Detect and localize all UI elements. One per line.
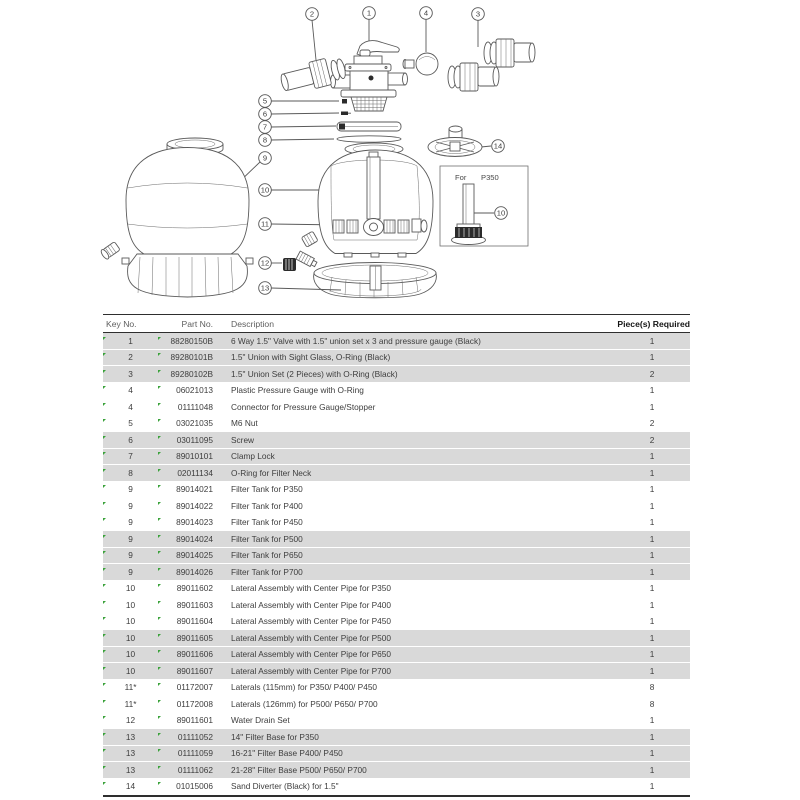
excel-flag-icon: [158, 683, 161, 686]
cell-pieces-required: 1: [649, 401, 655, 412]
excel-flag-icon: [103, 353, 106, 356]
excel-flag-icon: [103, 733, 106, 736]
cell-key-no: 8: [103, 468, 158, 478]
excel-flag-icon: [158, 601, 161, 604]
table-row: [103, 713, 690, 730]
cell-pieces-required: 1: [649, 500, 655, 511]
excel-flag-icon: [103, 766, 106, 769]
excel-flag-icon: [158, 634, 161, 637]
table-row: [103, 465, 690, 482]
cell-key-no: 9: [103, 550, 158, 560]
callout-7: [259, 121, 272, 134]
table-row: [103, 564, 690, 581]
excel-flag-icon: [103, 683, 106, 686]
svg-text:6: 6: [262, 109, 268, 119]
excel-flag-icon: [158, 469, 161, 472]
cell-part-no: 89014024: [158, 534, 224, 544]
cell-pieces-required: 1: [649, 748, 655, 759]
excel-flag-icon: [103, 419, 106, 422]
excel-flag-icon: [158, 535, 161, 538]
pressure-gauge: [403, 53, 438, 75]
cell-pieces-required: 1: [649, 731, 655, 742]
cell-pieces-required: 1: [649, 599, 655, 610]
table-row: [103, 779, 690, 796]
cell-part-no: 03011095: [158, 435, 224, 445]
excel-flag-icon: [158, 749, 161, 752]
cell-part-no: 89011607: [158, 666, 224, 676]
cell-part-no: 01172007: [158, 682, 224, 692]
callout-8: [259, 134, 272, 147]
cell-key-no: 13: [103, 748, 158, 758]
table-row: [103, 515, 690, 532]
cell-key-no: 14: [103, 781, 158, 791]
table-row: [103, 383, 690, 400]
callout-3: [472, 8, 485, 21]
svg-text:2: 2: [309, 9, 315, 19]
sand-diverter: [428, 126, 482, 157]
excel-flag-icon: [158, 518, 161, 521]
excel-flag-icon: [158, 650, 161, 653]
cell-description: 6 Way 1.5" Valve with 1.5" union set x 3 and pressure gauge (Black): [231, 335, 481, 346]
cell-description: Filter Tank for P650: [231, 550, 303, 561]
cell-key-no: 9: [103, 534, 158, 544]
excel-flag-icon: [103, 634, 106, 637]
svg-text:13: 13: [260, 283, 270, 293]
excel-flag-icon: [158, 667, 161, 670]
excel-flag-icon: [158, 568, 161, 571]
excel-flag-icon: [103, 667, 106, 670]
excel-flag-icon: [103, 568, 106, 571]
table-row: [103, 432, 690, 449]
table-row: [103, 746, 690, 763]
cell-pieces-required: 1: [649, 385, 655, 396]
excel-flag-icon: [103, 485, 106, 488]
svg-text:8: 8: [262, 135, 268, 145]
table-row: [103, 614, 690, 631]
cell-key-no: 7: [103, 451, 158, 461]
cell-pieces-required: 1: [649, 764, 655, 775]
cell-part-no: 89011602: [158, 583, 224, 593]
excel-flag-icon: [158, 502, 161, 505]
cell-pieces-required: 1: [649, 335, 655, 346]
table-row: [103, 548, 690, 565]
header-description: Description: [231, 318, 274, 329]
excel-flag-icon: [103, 601, 106, 604]
cell-pieces-required: 2: [649, 418, 655, 429]
cell-pieces-required: 1: [649, 550, 655, 561]
cell-part-no: 89011604: [158, 616, 224, 626]
table-row: [103, 366, 690, 383]
svg-text:12: 12: [260, 258, 270, 268]
cell-key-no: 9: [103, 517, 158, 527]
screw: [341, 112, 351, 116]
excel-flag-icon: [103, 452, 106, 455]
excel-flag-icon: [103, 617, 106, 620]
excel-flag-icon: [158, 584, 161, 587]
cell-key-no: 9: [103, 501, 158, 511]
cell-pieces-required: 8: [649, 682, 655, 693]
excel-flag-icon: [158, 700, 161, 703]
filter-base: [314, 263, 437, 298]
cell-pieces-required: 1: [649, 583, 655, 594]
cell-pieces-required: 1: [649, 665, 655, 676]
svg-text:9: 9: [262, 153, 268, 163]
cell-description: Filter Tank for P400: [231, 500, 303, 511]
excel-flag-icon: [158, 353, 161, 356]
callout-10: [259, 184, 272, 197]
excel-flag-icon: [158, 716, 161, 719]
callout-9: [259, 152, 272, 165]
cell-description: Screw: [231, 434, 255, 445]
svg-text:10: 10: [496, 208, 506, 218]
cell-key-no: 11*: [103, 699, 158, 709]
filter-tank-full-view: [100, 138, 253, 297]
cell-description: Sand Diverter (Black) for 1.5": [231, 781, 339, 792]
header-key-no: Key No.: [106, 318, 137, 329]
header-part-no: Part No.: [181, 318, 213, 329]
table-row: [103, 482, 690, 499]
excel-flag-icon: [158, 551, 161, 554]
cell-pieces-required: 1: [649, 566, 655, 577]
cell-pieces-required: 1: [649, 484, 655, 495]
cell-key-no: 9: [103, 484, 158, 494]
union-sight-glass: [279, 54, 348, 96]
cell-description: 14" Filter Base for P350: [231, 731, 319, 742]
table-row: [103, 680, 690, 697]
cell-key-no: 10: [103, 649, 158, 659]
cell-key-no: 4: [103, 385, 158, 395]
cell-description: Laterals (115mm) for P350/ P400/ P450: [231, 682, 378, 693]
table-row: [103, 333, 690, 350]
table-body: [103, 333, 690, 795]
excel-flag-icon: [103, 551, 106, 554]
cell-pieces-required: 1: [649, 533, 655, 544]
excel-flag-icon: [103, 700, 106, 703]
cell-pieces-required: 1: [649, 632, 655, 643]
table-row: [103, 729, 690, 746]
for-box-prefix-label: For: [455, 173, 467, 182]
cell-part-no: 89011603: [158, 600, 224, 610]
cell-description: Filter Tank for P500: [231, 533, 303, 544]
cell-description: Lateral Assembly with Center Pipe for P450: [231, 616, 392, 627]
excel-flag-icon: [158, 419, 161, 422]
table-row: [103, 449, 690, 466]
header-pieces-required: Piece(s) Required: [617, 318, 690, 329]
filter-tank-cutaway: [301, 143, 433, 257]
cell-key-no: 3: [103, 369, 158, 379]
excel-flag-icon: [103, 386, 106, 389]
svg-text:11: 11: [261, 219, 269, 229]
table-row: [103, 416, 690, 433]
excel-flag-icon: [158, 617, 161, 620]
svg-text:3: 3: [475, 9, 481, 19]
cell-description: Filter Tank for P450: [231, 517, 303, 528]
table-row: [103, 350, 690, 367]
cell-key-no: 6: [103, 435, 158, 445]
excel-flag-icon: [103, 518, 106, 521]
excel-flag-icon: [158, 337, 161, 340]
cell-part-no: 89010101: [158, 451, 224, 461]
cell-pieces-required: 8: [649, 698, 655, 709]
cell-key-no: 10: [103, 600, 158, 610]
excel-flag-icon: [103, 535, 106, 538]
table-row: [103, 531, 690, 548]
cell-pieces-required: 1: [649, 649, 655, 660]
excel-flag-icon: [158, 370, 161, 373]
cell-part-no: 89014025: [158, 550, 224, 560]
excel-flag-icon: [158, 386, 161, 389]
cell-part-no: 89011601: [158, 715, 224, 725]
cell-key-no: 2: [103, 352, 158, 362]
callout-10-detail: [495, 207, 508, 220]
cell-key-no: 1: [103, 336, 158, 346]
cell-part-no: 01111059: [158, 748, 224, 758]
cell-pieces-required: 2: [649, 368, 655, 379]
cell-description: Filter Tank for P700: [231, 566, 303, 577]
cell-part-no: 89011605: [158, 633, 224, 643]
excel-flag-icon: [158, 485, 161, 488]
o-ring: [337, 136, 401, 142]
cell-description: Laterals (126mm) for P500/ P650/ P700: [231, 698, 378, 709]
cell-description: Filter Tank for P350: [231, 484, 303, 495]
tank-drain-fitting: [100, 241, 121, 260]
cell-key-no: 11*: [103, 682, 158, 692]
callout-14: [492, 140, 505, 153]
cell-part-no: 89014021: [158, 484, 224, 494]
cell-part-no: 02011134: [158, 468, 224, 478]
excel-flag-icon: [103, 370, 106, 373]
excel-flag-icon: [158, 782, 161, 785]
cell-description: Water Drain Set: [231, 715, 290, 726]
cell-part-no: 06021013: [158, 385, 224, 395]
cell-part-no: 88280150B: [158, 336, 224, 346]
excel-flag-icon: [158, 436, 161, 439]
excel-flag-icon: [103, 337, 106, 340]
excel-flag-icon: [103, 749, 106, 752]
m6-nut: [342, 99, 347, 104]
table-row: [103, 498, 690, 515]
callout-4: [420, 7, 433, 20]
callout-6: [259, 108, 272, 121]
cell-part-no: 89014023: [158, 517, 224, 527]
table-row: [103, 647, 690, 664]
cell-description: Lateral Assembly with Center Pipe for P500: [231, 632, 392, 643]
cell-key-no: 10: [103, 633, 158, 643]
cell-key-no: 4: [103, 402, 158, 412]
table-row: [103, 630, 690, 647]
callout-5: [259, 95, 272, 108]
cell-description: Lateral Assembly with Center Pipe for P650: [231, 649, 392, 660]
cell-part-no: 01111062: [158, 765, 224, 775]
callout-11: [259, 218, 272, 231]
cell-key-no: 13: [103, 765, 158, 775]
cell-part-no: 01111052: [158, 732, 224, 742]
cell-description: Lateral Assembly with Center Pipe for P350: [231, 583, 392, 594]
clamp-lock: [337, 122, 401, 131]
center-pipe: [367, 157, 380, 219]
cell-description: Connector for Pressure Gauge/Stopper: [231, 401, 376, 412]
cell-part-no: 89011606: [158, 649, 224, 659]
table-row: [103, 663, 690, 680]
cell-part-no: 03021035: [158, 418, 224, 428]
table-row: [103, 696, 690, 713]
callout-1: [363, 7, 376, 20]
excel-flag-icon: [158, 766, 161, 769]
svg-text:7: 7: [262, 122, 268, 132]
excel-flag-icon: [103, 502, 106, 505]
excel-flag-icon: [158, 403, 161, 406]
cell-description: M6 Nut: [231, 418, 258, 429]
cutaway-drain-fitting: [301, 231, 318, 247]
callout-12: [259, 257, 272, 270]
svg-text:1: 1: [366, 8, 372, 18]
cell-part-no: 01172008: [158, 699, 224, 709]
cell-part-no: 89280101B: [158, 352, 224, 362]
cell-description: Lateral Assembly with Center Pipe for P700: [231, 665, 392, 676]
excel-flag-icon: [103, 782, 106, 785]
excel-flag-icon: [103, 403, 106, 406]
cell-part-no: 89014026: [158, 567, 224, 577]
cell-key-no: 10: [103, 616, 158, 626]
table-row: [103, 399, 690, 416]
water-drain-set: [283, 251, 318, 271]
cell-pieces-required: 2: [649, 434, 655, 445]
p350-center-pipe: [463, 184, 474, 225]
callout-2: [306, 8, 319, 21]
excel-flag-icon: [158, 452, 161, 455]
cell-description: 1.5" Union with Sight Glass, O-Ring (Black): [231, 352, 391, 363]
cell-key-no: 13: [103, 732, 158, 742]
cell-description: Clamp Lock: [231, 451, 275, 462]
cell-key-no: 10: [103, 666, 158, 676]
cell-key-no: 5: [103, 418, 158, 428]
svg-text:14: 14: [493, 141, 503, 151]
cell-key-no: 12: [103, 715, 158, 725]
excel-flag-icon: [158, 733, 161, 736]
cell-pieces-required: 1: [649, 467, 655, 478]
svg-text:10: 10: [260, 185, 270, 195]
excel-flag-icon: [103, 469, 106, 472]
for-box-model-label: P350: [481, 173, 499, 182]
for-p350-detail-box: [440, 166, 528, 246]
cell-description: 21-28" Filter Base P500/ P650/ P700: [231, 764, 367, 775]
cell-pieces-required: 1: [649, 715, 655, 726]
svg-text:5: 5: [262, 96, 268, 106]
excel-flag-icon: [103, 436, 106, 439]
union-set: [448, 39, 535, 91]
cell-description: Plastic Pressure Gauge with O-Ring: [231, 385, 364, 396]
table-row: [103, 597, 690, 614]
cell-pieces-required: 1: [649, 352, 655, 363]
cell-key-no: 10: [103, 583, 158, 593]
callout-13: [259, 282, 272, 295]
excel-flag-icon: [103, 650, 106, 653]
cell-pieces-required: 1: [649, 616, 655, 627]
cell-pieces-required: 1: [649, 451, 655, 462]
table-row: [103, 762, 690, 779]
cell-part-no: 01015006: [158, 781, 224, 791]
cell-part-no: 01111048: [158, 402, 224, 412]
cell-part-no: 89014022: [158, 501, 224, 511]
cell-pieces-required: 1: [649, 517, 655, 528]
exploded-parts-diagram: [0, 0, 800, 312]
parts-table-header: [103, 315, 690, 333]
svg-text:4: 4: [423, 8, 429, 18]
excel-flag-icon: [103, 584, 106, 587]
table-row: [103, 581, 690, 598]
parts-table: [103, 314, 690, 797]
cell-description: O-Ring for Filter Neck: [231, 467, 312, 478]
excel-flag-icon: [103, 716, 106, 719]
cell-part-no: 89280102B: [158, 369, 224, 379]
cell-description: 1.5" Union Set (2 Pieces) with O-Ring (Black): [231, 368, 398, 379]
cell-pieces-required: 1: [649, 781, 655, 792]
cell-description: 16-21" Filter Base P400/ P450: [231, 748, 343, 759]
cell-key-no: 9: [103, 567, 158, 577]
cell-description: Lateral Assembly with Center Pipe for P400: [231, 599, 392, 610]
